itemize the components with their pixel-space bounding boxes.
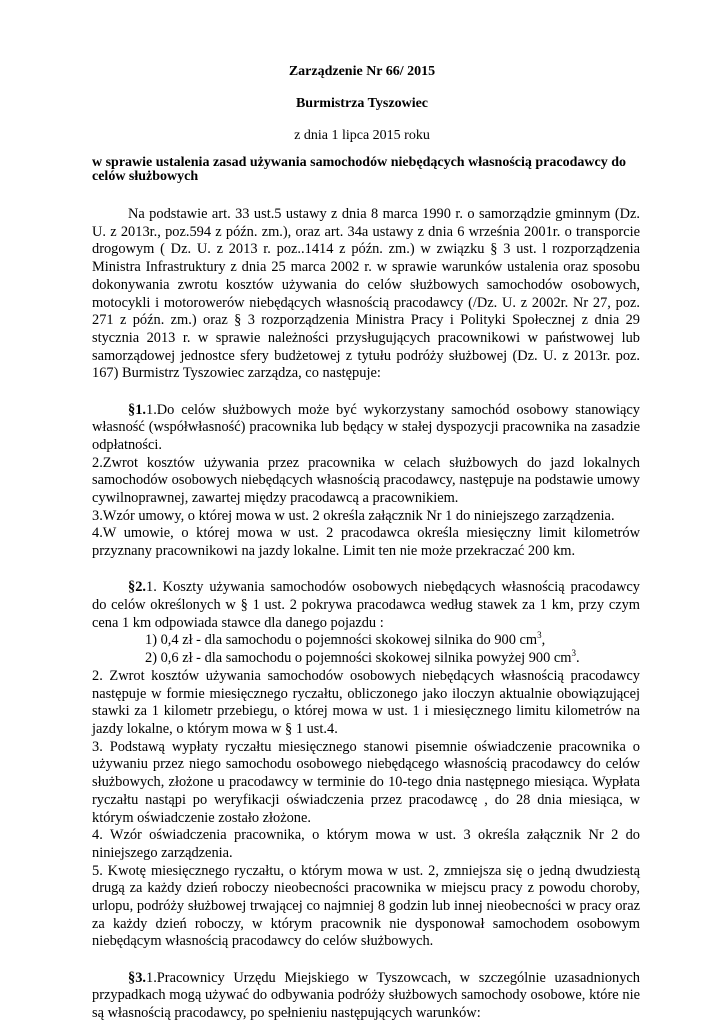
section-3-mark: §3. bbox=[128, 969, 146, 986]
rate-item-1 bbox=[92, 632, 640, 650]
section-1-paragraph-2: 2.Zwrot kosztów używania przez pracownika w celach służbowych do jazd lokalnych samochodów osobowych niebędących własnością pracodawcy, następuje na podstawie umowy cywilnoprawnej, zawartej między pracodawcą a pracownikiem. bbox=[92, 454, 640, 507]
rate-item-2-superscript: 3 bbox=[571, 648, 576, 659]
section-3-paragraph-1 bbox=[92, 970, 640, 1023]
rate-item-2-end: . bbox=[575, 650, 580, 667]
section-3-text-1: 1.Pracownicy Urzędu Miejskiego w Tyszowcach, w szczególnie uzasadnionych przypadkach mogą używać do odbywania podróży służbowych samochody osobowe, które nie są własnością pracodawcy, po spełnieniu następujących warunków: bbox=[92, 969, 640, 1022]
issuer: Burmistrza Tyszowiec bbox=[295, 96, 429, 111]
section-1-paragraph-3: 3.Wzór umowy, o której mowa w ust. 2 określa załącznik Nr 1 do niniejszego zarządzenia. bbox=[92, 507, 615, 524]
rate-item-2-number: 2) bbox=[145, 650, 157, 667]
section-1-mark: §1. bbox=[128, 401, 146, 418]
section-2-paragraph-3: 3. Podstawą wypłaty ryczałtu miesięcznego stanowi pisemnie oświadczenie pracownika o używaniu przez niego samochodu osobowego niebędącego własnością pracodawcy do celów służbowych, złożone u pracodawcy w terminie do 10-tego dnia następnego miesiąca. Wypłata ryczałtu nastąpi po weryfikacji oświadczenia przez pracodawcę , do 28 dnia miesiąca, w którym oświadczenie zostało złożone. bbox=[92, 738, 640, 826]
section-2-paragraph-2: 2. Zwrot kosztów używania samochodów osobowych niebędących własnością pracodawcy następuje w formie miesięcznego ryczałtu, obliczonego jako iloczyn aktualnie obowiązującej stawki za 1 kilometr przebiegu, o której mowa w ust. 1 i miesięcznego limitu kilometrów na jazdy lokalne, o którym mowa w § 1 ust.4. bbox=[92, 667, 640, 737]
rate-item-2-text: 0,6 zł - dla samochodu o pojemności skokowej silnika powyżej 900 cm bbox=[160, 650, 572, 667]
section-1-paragraph-1 bbox=[92, 402, 640, 455]
section-2-mark: §2. bbox=[128, 579, 146, 596]
rate-item-1-number: 1) bbox=[145, 632, 157, 649]
document-date: z dnia 1 lipca 2015 roku bbox=[294, 128, 430, 143]
rate-item-2 bbox=[92, 650, 640, 668]
rate-item-1-end: , bbox=[541, 632, 546, 649]
document-title: Zarządzenie Nr 66/ 2015 bbox=[288, 64, 436, 79]
preamble: Na podstawie art. 33 ust.5 ustawy z dnia 8 marca 1990 r. o samorządzie gminnym (Dz. U. z 2013r., poz.594 z późn. zm.), oraz art. 34a ustawy z dnia 6 września 2001r. o transporcie drogowym ( Dz. U. z 2013 r. poz..1414 z późn. zm.) w związku § 3 ust. l rozporządzenia Ministra Infrastruktury z dnia 25 marca 2002 r. w sprawie warunków ustalenia oraz sposobu dokonywania zwrotu kosztów używania do celów służbowych samochodów osobowych, motocykli i motorowerów niebędących własnością pracodawcy (/Dz. U. z 2002r. Nr 27, poz. 271 z późn. zm.) oraz § 3 rozporządzenia Ministra Pracy i Polityki Społecznej z dnia 29 stycznia 2013 r. w sprawie należności przysługujących pracownikowi w państwowej lub samorządowej jednostce sfery budżetowej z tytułu podróży służbowej (Dz. U. z 2013r. poz. 167) Burmistrz Tyszowiec zarządza, co następuje: bbox=[92, 206, 640, 382]
section-1-paragraph-4: 4.W umowie, o której mowa w ust. 2 pracodawca określa miesięczny limit kilometrów przyznany pracownikowi na jazdy lokalne. Limit ten nie może przekraczać 200 km. bbox=[92, 525, 640, 560]
document-subject: w sprawie ustalenia zasad używania samochodów niebędących własnością pracodawcy do celów służbowych bbox=[92, 155, 626, 184]
section-2-text-1: 1. Koszty używania samochodów osobowych niebędących własnością pracodawcy do celów określonych w § 1 ust. 2 pokrywa pracodawca według stawek za 1 km, przy czym cena 1 km odpowiada stawce dla danego pojazdu : bbox=[92, 579, 640, 631]
section-2-paragraph-5: 5. Kwotę miesięcznego ryczałtu, o którym mowa w ust. 2, zmniejsza się o jedną dwudziestą drugą za każdy dzień roboczy nieobecności pracownika w miejscu pracy z powodu choroby, urlopu, podróży służbowej trwającej co najmniej 8 godzin lub innej nieobecności w pracy oraz za każdy dzień roboczy, w którym pracownik nie dysponował samochodem osobowym niebędącym własnością pracodawcy do celów służbowych. bbox=[92, 862, 640, 950]
document-body bbox=[92, 206, 640, 1023]
rate-item-1-text: 0,4 zł - dla samochodu o pojemności skokowej silnika do 900 cm bbox=[160, 632, 538, 649]
section-2-paragraph-4: 4. Wzór oświadczenia pracownika, o którym mowa w ust. 3 określa załącznik Nr 2 do niniejszego zarządzenia. bbox=[92, 827, 640, 861]
rate-item-1-superscript: 3 bbox=[537, 630, 542, 641]
section-2-paragraph-1 bbox=[92, 579, 640, 632]
section-1-text-1: 1.Do celów służbowych może być wykorzystany samochód osobowy stanowiący własność (współwłasność) pracownika lub będący w stałej dyspozycji pracownika na zasadzie odpłatności. bbox=[92, 401, 640, 453]
